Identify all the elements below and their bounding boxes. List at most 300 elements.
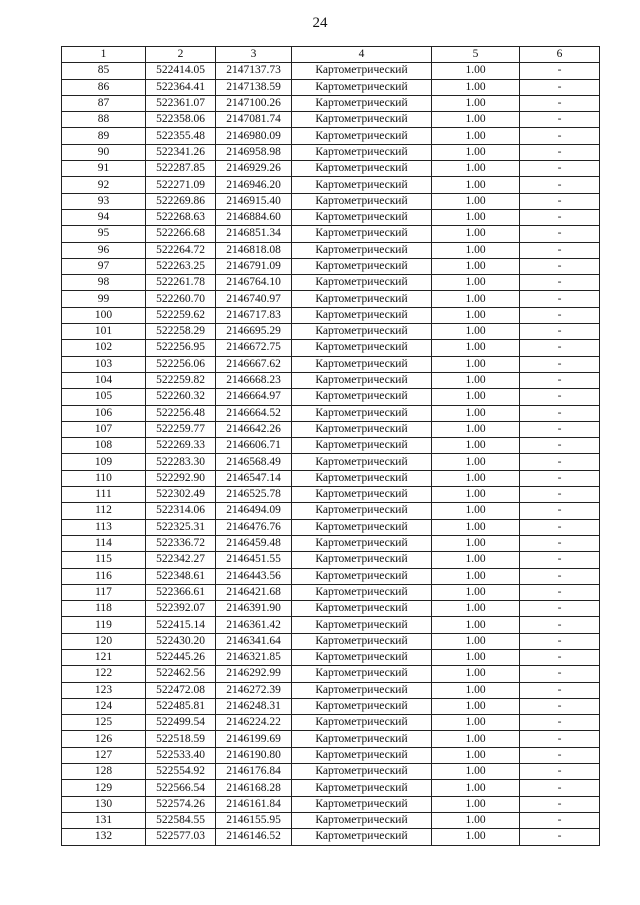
cell-point-number: 123 [62, 682, 146, 698]
cell-point-number: 125 [62, 715, 146, 731]
cell-accuracy: 1.00 [432, 421, 520, 437]
cell-method: Картометрический [292, 470, 432, 486]
cell-method: Картометрический [292, 209, 432, 225]
cell-method: Картометрический [292, 454, 432, 470]
cell-method: Картометрический [292, 193, 432, 209]
table-row [62, 487, 600, 503]
cell-x: 522348.61 [146, 568, 216, 584]
cell-y: 2146361.42 [216, 617, 292, 633]
cell-point-number: 103 [62, 356, 146, 372]
cell-description: - [520, 324, 600, 340]
cell-method: Картометрический [292, 405, 432, 421]
cell-description: - [520, 421, 600, 437]
cell-description: - [520, 764, 600, 780]
cell-y: 2146341.64 [216, 633, 292, 649]
cell-y: 2146451.55 [216, 552, 292, 568]
cell-x: 522260.32 [146, 389, 216, 405]
cell-accuracy: 1.00 [432, 535, 520, 551]
cell-y: 2146161.84 [216, 796, 292, 812]
cell-description: - [520, 128, 600, 144]
cell-y: 2146818.08 [216, 242, 292, 258]
cell-method: Картометрический [292, 666, 432, 682]
table-row [62, 715, 600, 731]
cell-y: 2146292.99 [216, 666, 292, 682]
cell-description: - [520, 535, 600, 551]
cell-description: - [520, 812, 600, 828]
cell-point-number: 97 [62, 258, 146, 274]
cell-accuracy: 1.00 [432, 601, 520, 617]
cell-description: - [520, 698, 600, 714]
cell-accuracy: 1.00 [432, 340, 520, 356]
cell-x: 522325.31 [146, 519, 216, 535]
table-body [62, 63, 600, 845]
table-row [62, 112, 600, 128]
cell-y: 2146664.52 [216, 405, 292, 421]
cell-method: Картометрический [292, 177, 432, 193]
cell-point-number: 116 [62, 568, 146, 584]
cell-y: 2146717.83 [216, 307, 292, 323]
cell-accuracy: 1.00 [432, 405, 520, 421]
cell-accuracy: 1.00 [432, 584, 520, 600]
cell-method: Картометрический [292, 503, 432, 519]
cell-accuracy: 1.00 [432, 568, 520, 584]
cell-description: - [520, 242, 600, 258]
cell-accuracy: 1.00 [432, 487, 520, 503]
cell-description: - [520, 715, 600, 731]
cell-y: 2146642.26 [216, 421, 292, 437]
cell-method: Картометрический [292, 796, 432, 812]
cell-accuracy: 1.00 [432, 112, 520, 128]
table-row [62, 405, 600, 421]
cell-accuracy: 1.00 [432, 438, 520, 454]
cell-description: - [520, 829, 600, 845]
cell-description: - [520, 682, 600, 698]
cell-method: Картометрический [292, 812, 432, 828]
table-row [62, 829, 600, 845]
cell-point-number: 111 [62, 487, 146, 503]
cell-y: 2146929.26 [216, 161, 292, 177]
cell-method: Картометрический [292, 275, 432, 291]
cell-point-number: 122 [62, 666, 146, 682]
cell-x: 522264.72 [146, 242, 216, 258]
cell-method: Картометрический [292, 438, 432, 454]
table-row [62, 95, 600, 111]
cell-accuracy: 1.00 [432, 258, 520, 274]
cell-x: 522574.26 [146, 796, 216, 812]
cell-description: - [520, 584, 600, 600]
cell-description: - [520, 633, 600, 649]
table-row [62, 258, 600, 274]
cell-x: 522499.54 [146, 715, 216, 731]
cell-x: 522302.49 [146, 487, 216, 503]
cell-point-number: 94 [62, 209, 146, 225]
cell-point-number: 99 [62, 291, 146, 307]
cell-point-number: 132 [62, 829, 146, 845]
cell-point-number: 119 [62, 617, 146, 633]
column-header-method: 4 [292, 47, 432, 63]
table-row [62, 780, 600, 796]
cell-point-number: 98 [62, 275, 146, 291]
cell-y: 2146321.85 [216, 649, 292, 665]
table-row [62, 764, 600, 780]
cell-accuracy: 1.00 [432, 372, 520, 388]
cell-point-number: 112 [62, 503, 146, 519]
cell-x: 522336.72 [146, 535, 216, 551]
cell-x: 522485.81 [146, 698, 216, 714]
cell-accuracy: 1.00 [432, 470, 520, 486]
cell-description: - [520, 226, 600, 242]
cell-description: - [520, 389, 600, 405]
cell-method: Картометрический [292, 535, 432, 551]
cell-method: Картометрический [292, 617, 432, 633]
cell-method: Картометрический [292, 568, 432, 584]
cell-method: Картометрический [292, 63, 432, 79]
cell-description: - [520, 601, 600, 617]
cell-y: 2146248.31 [216, 698, 292, 714]
table-row [62, 226, 600, 242]
cell-x: 522392.07 [146, 601, 216, 617]
cell-accuracy: 1.00 [432, 666, 520, 682]
cell-method: Картометрический [292, 829, 432, 845]
cell-description: - [520, 503, 600, 519]
cell-y: 2146176.84 [216, 764, 292, 780]
cell-y: 2146476.76 [216, 519, 292, 535]
table-row [62, 584, 600, 600]
cell-method: Картометрический [292, 79, 432, 95]
cell-accuracy: 1.00 [432, 291, 520, 307]
table-row [62, 193, 600, 209]
cell-x: 522259.77 [146, 421, 216, 437]
cell-x: 522366.61 [146, 584, 216, 600]
cell-point-number: 105 [62, 389, 146, 405]
cell-accuracy: 1.00 [432, 226, 520, 242]
cell-description: - [520, 258, 600, 274]
cell-y: 2146190.80 [216, 747, 292, 763]
cell-description: - [520, 731, 600, 747]
table-row [62, 209, 600, 225]
cell-y: 2146740.97 [216, 291, 292, 307]
cell-method: Картометрический [292, 421, 432, 437]
cell-x: 522472.08 [146, 682, 216, 698]
cell-y: 2146851.34 [216, 226, 292, 242]
cell-y: 2146764.10 [216, 275, 292, 291]
table-row [62, 161, 600, 177]
table-row [62, 470, 600, 486]
cell-accuracy: 1.00 [432, 812, 520, 828]
cell-method: Картометрический [292, 682, 432, 698]
cell-accuracy: 1.00 [432, 356, 520, 372]
cell-y: 2146525.78 [216, 487, 292, 503]
cell-x: 522462.56 [146, 666, 216, 682]
cell-method: Картометрический [292, 389, 432, 405]
cell-accuracy: 1.00 [432, 780, 520, 796]
cell-description: - [520, 307, 600, 323]
cell-description: - [520, 470, 600, 486]
cell-description: - [520, 79, 600, 95]
cell-point-number: 108 [62, 438, 146, 454]
cell-x: 522554.92 [146, 764, 216, 780]
cell-y: 2146791.09 [216, 258, 292, 274]
cell-x: 522584.55 [146, 812, 216, 828]
cell-point-number: 104 [62, 372, 146, 388]
cell-description: - [520, 487, 600, 503]
cell-y: 2146606.71 [216, 438, 292, 454]
cell-point-number: 96 [62, 242, 146, 258]
cell-method: Картометрический [292, 552, 432, 568]
cell-description: - [520, 568, 600, 584]
cell-y: 2146568.49 [216, 454, 292, 470]
cell-y: 2147138.59 [216, 79, 292, 95]
table-row [62, 633, 600, 649]
cell-point-number: 86 [62, 79, 146, 95]
cell-x: 522256.06 [146, 356, 216, 372]
cell-x: 522256.48 [146, 405, 216, 421]
cell-description: - [520, 144, 600, 160]
cell-y: 2146272.39 [216, 682, 292, 698]
cell-accuracy: 1.00 [432, 715, 520, 731]
table-row [62, 291, 600, 307]
cell-method: Картометрический [292, 649, 432, 665]
cell-accuracy: 1.00 [432, 796, 520, 812]
cell-accuracy: 1.00 [432, 307, 520, 323]
cell-description: - [520, 617, 600, 633]
cell-method: Картометрический [292, 487, 432, 503]
cell-method: Картометрический [292, 242, 432, 258]
column-header-accuracy: 5 [432, 47, 520, 63]
cell-method: Картометрический [292, 372, 432, 388]
table-row [62, 454, 600, 470]
cell-point-number: 107 [62, 421, 146, 437]
cell-point-number: 85 [62, 63, 146, 79]
cell-description: - [520, 95, 600, 111]
cell-description: - [520, 438, 600, 454]
cell-description: - [520, 454, 600, 470]
cell-accuracy: 1.00 [432, 128, 520, 144]
cell-description: - [520, 112, 600, 128]
cell-y: 2146421.68 [216, 584, 292, 600]
cell-x: 522566.54 [146, 780, 216, 796]
table-row [62, 177, 600, 193]
cell-y: 2146664.97 [216, 389, 292, 405]
table-row [62, 649, 600, 665]
cell-y: 2146980.09 [216, 128, 292, 144]
cell-point-number: 130 [62, 796, 146, 812]
table-row [62, 552, 600, 568]
cell-method: Картометрический [292, 128, 432, 144]
cell-y: 2146667.62 [216, 356, 292, 372]
cell-y: 2146915.40 [216, 193, 292, 209]
column-header-description: 6 [520, 47, 600, 63]
cell-x: 522261.78 [146, 275, 216, 291]
cell-x: 522355.48 [146, 128, 216, 144]
table-row [62, 519, 600, 535]
cell-y: 2146168.28 [216, 780, 292, 796]
cell-method: Картометрический [292, 144, 432, 160]
cell-accuracy: 1.00 [432, 144, 520, 160]
cell-description: - [520, 177, 600, 193]
table-row [62, 796, 600, 812]
cell-description: - [520, 780, 600, 796]
table-row [62, 79, 600, 95]
table-row [62, 144, 600, 160]
cell-x: 522268.63 [146, 209, 216, 225]
cell-y: 2146695.29 [216, 324, 292, 340]
table-row [62, 389, 600, 405]
cell-accuracy: 1.00 [432, 209, 520, 225]
cell-description: - [520, 747, 600, 763]
cell-point-number: 92 [62, 177, 146, 193]
cell-x: 522271.09 [146, 177, 216, 193]
cell-method: Картометрический [292, 519, 432, 535]
cell-method: Картометрический [292, 291, 432, 307]
cell-y: 2146672.75 [216, 340, 292, 356]
cell-method: Картометрический [292, 112, 432, 128]
cell-method: Картометрический [292, 731, 432, 747]
cell-point-number: 89 [62, 128, 146, 144]
cell-accuracy: 1.00 [432, 552, 520, 568]
cell-point-number: 90 [62, 144, 146, 160]
table-row [62, 747, 600, 763]
cell-accuracy: 1.00 [432, 731, 520, 747]
cell-point-number: 118 [62, 601, 146, 617]
cell-x: 522533.40 [146, 747, 216, 763]
cell-accuracy: 1.00 [432, 698, 520, 714]
cell-method: Картометрический [292, 698, 432, 714]
cell-accuracy: 1.00 [432, 389, 520, 405]
table-row [62, 63, 600, 79]
cell-description: - [520, 275, 600, 291]
cell-point-number: 131 [62, 812, 146, 828]
cell-x: 522430.20 [146, 633, 216, 649]
cell-x: 522415.14 [146, 617, 216, 633]
cell-x: 522259.62 [146, 307, 216, 323]
cell-y: 2146155.95 [216, 812, 292, 828]
cell-point-number: 117 [62, 584, 146, 600]
table-row [62, 128, 600, 144]
cell-accuracy: 1.00 [432, 829, 520, 845]
table-row [62, 601, 600, 617]
column-header-y: 3 [216, 47, 292, 63]
cell-accuracy: 1.00 [432, 324, 520, 340]
cell-x: 522292.90 [146, 470, 216, 486]
cell-accuracy: 1.00 [432, 79, 520, 95]
cell-x: 522414.05 [146, 63, 216, 79]
cell-point-number: 114 [62, 535, 146, 551]
table-row [62, 340, 600, 356]
cell-description: - [520, 372, 600, 388]
table-row [62, 356, 600, 372]
cell-x: 522260.70 [146, 291, 216, 307]
cell-y: 2146459.48 [216, 535, 292, 551]
cell-accuracy: 1.00 [432, 519, 520, 535]
cell-method: Картометрический [292, 307, 432, 323]
table-header-row [62, 47, 600, 63]
cell-accuracy: 1.00 [432, 275, 520, 291]
cell-x: 522256.95 [146, 340, 216, 356]
table-row [62, 731, 600, 747]
cell-accuracy: 1.00 [432, 503, 520, 519]
cell-method: Картометрический [292, 226, 432, 242]
table-row [62, 242, 600, 258]
coordinates-table [61, 46, 600, 846]
cell-x: 522341.26 [146, 144, 216, 160]
table-row [62, 682, 600, 698]
cell-accuracy: 1.00 [432, 682, 520, 698]
cell-accuracy: 1.00 [432, 454, 520, 470]
cell-point-number: 95 [62, 226, 146, 242]
cell-method: Картометрический [292, 95, 432, 111]
cell-method: Картометрический [292, 601, 432, 617]
cell-x: 522287.85 [146, 161, 216, 177]
cell-description: - [520, 291, 600, 307]
column-header-x: 2 [146, 47, 216, 63]
cell-point-number: 121 [62, 649, 146, 665]
cell-x: 522361.07 [146, 95, 216, 111]
cell-point-number: 88 [62, 112, 146, 128]
cell-point-number: 110 [62, 470, 146, 486]
cell-x: 522518.59 [146, 731, 216, 747]
cell-point-number: 87 [62, 95, 146, 111]
cell-x: 522358.06 [146, 112, 216, 128]
cell-x: 522445.26 [146, 649, 216, 665]
cell-point-number: 128 [62, 764, 146, 780]
cell-y: 2147100.26 [216, 95, 292, 111]
cell-method: Картометрический [292, 258, 432, 274]
cell-x: 522258.29 [146, 324, 216, 340]
cell-x: 522269.33 [146, 438, 216, 454]
cell-description: - [520, 356, 600, 372]
cell-accuracy: 1.00 [432, 161, 520, 177]
cell-accuracy: 1.00 [432, 617, 520, 633]
cell-method: Картометрический [292, 780, 432, 796]
cell-accuracy: 1.00 [432, 95, 520, 111]
cell-x: 522263.25 [146, 258, 216, 274]
cell-accuracy: 1.00 [432, 747, 520, 763]
cell-description: - [520, 63, 600, 79]
cell-description: - [520, 519, 600, 535]
cell-point-number: 102 [62, 340, 146, 356]
cell-y: 2146494.09 [216, 503, 292, 519]
cell-description: - [520, 649, 600, 665]
cell-method: Картометрический [292, 161, 432, 177]
cell-point-number: 115 [62, 552, 146, 568]
cell-method: Картометрический [292, 715, 432, 731]
cell-point-number: 127 [62, 747, 146, 763]
cell-accuracy: 1.00 [432, 63, 520, 79]
cell-y: 2146547.14 [216, 470, 292, 486]
table-row [62, 421, 600, 437]
cell-x: 522577.03 [146, 829, 216, 845]
table-row [62, 568, 600, 584]
cell-description: - [520, 405, 600, 421]
cell-accuracy: 1.00 [432, 193, 520, 209]
cell-point-number: 100 [62, 307, 146, 323]
cell-y: 2146884.60 [216, 209, 292, 225]
cell-y: 2146224.22 [216, 715, 292, 731]
cell-description: - [520, 193, 600, 209]
cell-point-number: 93 [62, 193, 146, 209]
cell-description: - [520, 796, 600, 812]
cell-method: Картометрический [292, 340, 432, 356]
table-row [62, 617, 600, 633]
cell-y: 2147137.73 [216, 63, 292, 79]
cell-point-number: 126 [62, 731, 146, 747]
cell-point-number: 101 [62, 324, 146, 340]
table-row [62, 812, 600, 828]
table-row [62, 438, 600, 454]
cell-y: 2147081.74 [216, 112, 292, 128]
cell-point-number: 91 [62, 161, 146, 177]
